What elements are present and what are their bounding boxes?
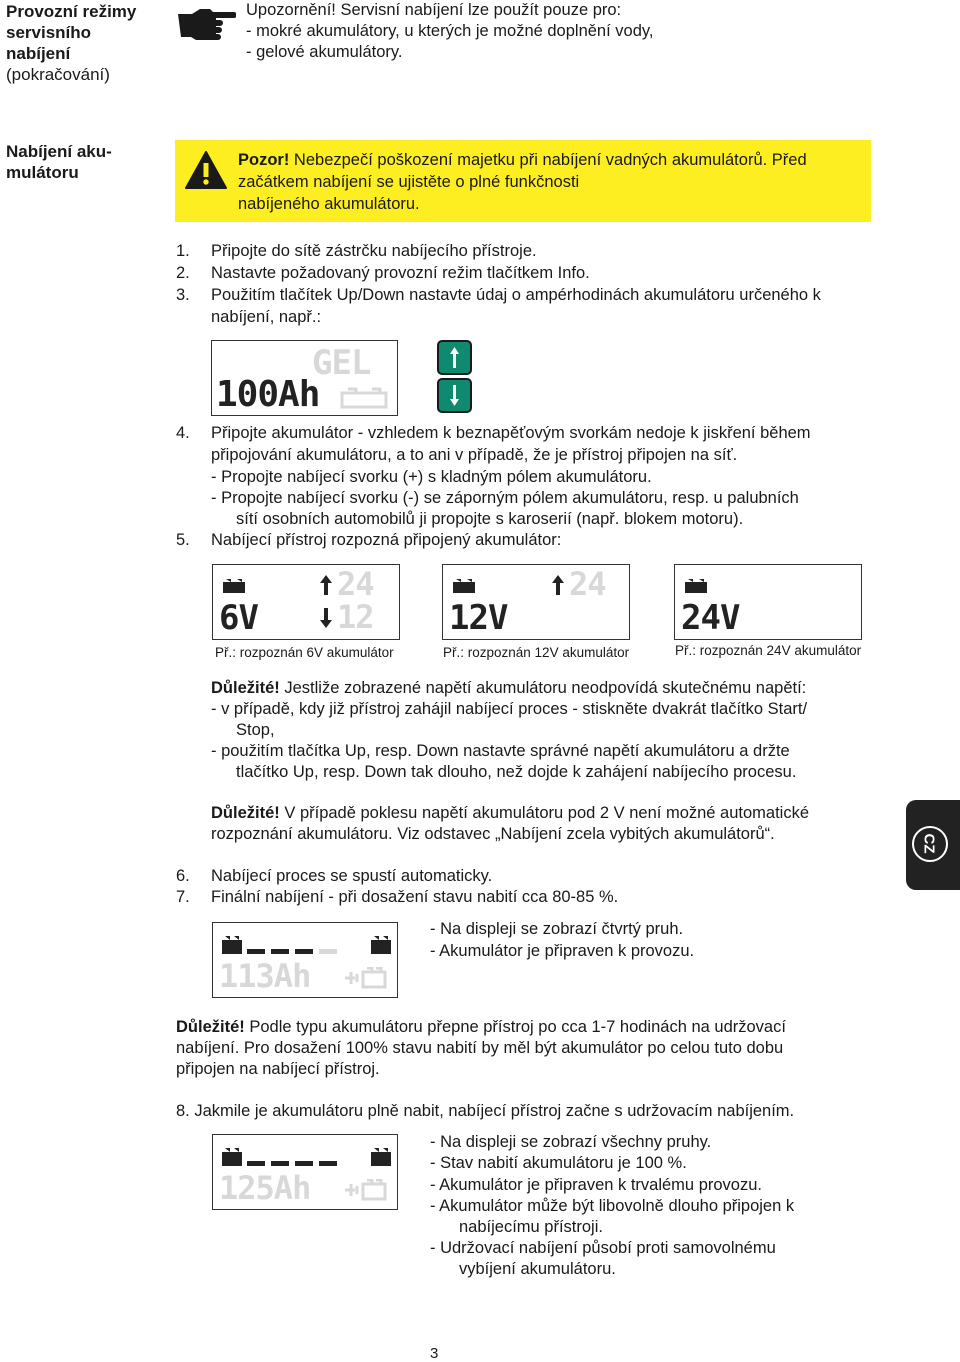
warning-line: začátkem nabíjení se ujistěte o plné funkčnosti (238, 173, 580, 191)
lcd-voltage-text: 6V (219, 598, 258, 638)
language-tab (906, 800, 960, 890)
caption-6v: Př.: rozpoznán 6V akumulátor (215, 645, 394, 660)
language-badge (912, 826, 948, 862)
plug-battery-icon (343, 967, 389, 994)
lcd-mode-text: GEL (312, 343, 371, 383)
lcd-voltage-text: 24V (681, 598, 740, 638)
section-heading-battery-charging (6, 141, 112, 183)
step-text: - Propojte nabíjecí svorku (-) se záporným pólem akumulátoru, resp. u palubních (211, 489, 799, 507)
step-text: Nabíjecí proces se spustí automaticky. (211, 867, 493, 885)
lcd-display-6v (212, 564, 400, 640)
heading-line: mulátoru (6, 163, 79, 182)
plug-battery-icon (343, 1179, 389, 1206)
lcd-top-value: 24 (569, 565, 606, 603)
lcd-value-text: 125Ah (219, 1169, 311, 1207)
heading-line: nabíjení (6, 44, 71, 63)
important-line (211, 678, 806, 700)
step-number: 7. (176, 888, 190, 906)
language-label: CZ (920, 833, 938, 854)
heading-line: servisního (6, 23, 92, 42)
lcd-display-24v (674, 564, 862, 640)
lcd-top-value: 24 (337, 565, 374, 603)
important-line: Stop, (236, 721, 275, 739)
battery-icon (684, 578, 708, 599)
heading-line: Provozní režimy (6, 2, 137, 21)
down-button[interactable] (437, 378, 472, 413)
important-text: Podle typu akumulátoru přepne přístroj po cca 1-7 hodinách na udržovací (244, 1018, 786, 1036)
warning-label: Pozor! (238, 151, 290, 169)
important-line: - v případě, kdy již přístroj zahájil nabíjecí proces - stiskněte dvakrát tlačítko Start/ (211, 700, 808, 718)
warning-line (238, 150, 807, 172)
arrow-down-icon (319, 607, 333, 634)
step-text: Nabíjecí přístroj rozpozná připojený akumulátor: (211, 531, 562, 549)
step-text: Použitím tlačítek Up/Down nastavte údaj o ampérhodinách akumulátoru určeného k (211, 286, 821, 304)
bullet-item: - Stav nabití akumulátoru je 100 %. (430, 1154, 687, 1172)
bullet-item: nabíjecímu přístroji. (459, 1218, 603, 1236)
arrow-up-icon (551, 574, 565, 601)
lcd-bottom-value: 12 (337, 598, 374, 636)
step-text: Finální nabíjení - při dosažení stavu nabití cca 80-85 %. (211, 888, 619, 906)
lcd-display-125ah (212, 1134, 398, 1210)
bullet-item: vybíjení akumulátoru. (459, 1260, 616, 1278)
step-number: 1. (176, 242, 190, 260)
step-number: 2. (176, 264, 190, 282)
step-number: 4. (176, 424, 190, 442)
lcd-value-text: 100Ah (216, 374, 320, 415)
important-label: Důležité! (176, 1018, 245, 1036)
bullet-item: - Akumulátor může být libovolně dlouho připojen k (430, 1197, 795, 1215)
important-line (211, 803, 809, 825)
step-text: připojování akumulátoru, a to ani v případě, že je přístroj připojen na síť. (211, 446, 738, 464)
bullet-item: - Na displeji se zobrazí čtvrtý pruh. (430, 920, 684, 938)
important-line: připojen na nabíjecí přístroj. (176, 1060, 380, 1078)
important-label: Důležité! (211, 804, 280, 822)
warning-text: Nebezpečí poškození majetku při nabíjení vadných akumulátorů. Před (289, 151, 807, 169)
warning-box (175, 140, 871, 222)
step-text: nabíjení, např.: (211, 308, 322, 326)
notice-line: - gelové akumulátory. (246, 43, 403, 61)
bullet-item: - Akumulátor je připraven k trvalému provozu. (430, 1176, 762, 1194)
step-text: - Propojte nabíjecí svorku (+) s kladným pólem akumulátoru. (211, 468, 652, 486)
notice-line: Upozornění! Servisní nabíjení lze použít pouze pro: (246, 1, 622, 19)
lcd-display-gel (211, 340, 398, 416)
important-text: Jestliže zobrazené napětí akumulátoru neodpovídá skutečnému napětí: (279, 679, 807, 697)
bullet-item: - Na displeji se zobrazí všechny pruhy. (430, 1133, 712, 1151)
battery-icon (222, 578, 246, 599)
step-text: Připojte do sítě zástrčku nabíjecího přístroje. (211, 242, 537, 260)
lcd-display-12v (442, 564, 630, 640)
up-button[interactable] (437, 340, 472, 375)
step-number: 6. (176, 867, 190, 885)
caption-24v: Př.: rozpoznán 24V akumulátor (675, 643, 862, 658)
pointing-hand-icon (176, 6, 236, 42)
important-line (176, 1017, 786, 1039)
important-line: tlačítko Up, resp. Down tak dlouho, než dojde k zahájení nabíjecího procesu. (236, 763, 797, 781)
battery-icon (452, 578, 476, 599)
heading-continuation: (pokračování) (6, 65, 110, 84)
important-line: rozpoznání akumulátoru. Viz odstavec „Nabíjení zcela vybitých akumulátorů“. (211, 825, 775, 843)
step-text: 8. Jakmile je akumulátoru plně nabit, nabíjecí přístroj začne s udržovacím nabíjením. (176, 1102, 795, 1120)
lcd-value-text: 113Ah (219, 957, 311, 995)
notice-line: - mokré akumulátory, u kterých je možné doplnění vody, (246, 22, 654, 40)
warning-line: nabíjeného akumulátoru. (238, 195, 420, 213)
step-number: 5. (176, 531, 190, 549)
step-number: 3. (176, 286, 190, 304)
important-line: nabíjení. Pro dosažení 100% stavu nabití by měl být akumulátor po celou tuto dobu (176, 1039, 784, 1057)
bullet-item: - Akumulátor je připraven k provozu. (430, 942, 695, 960)
lcd-voltage-text: 12V (449, 598, 508, 638)
caption-12v: Př.: rozpoznán 12V akumulátor (443, 645, 630, 660)
heading-line: Nabíjení aku- (6, 142, 112, 161)
section-heading-service-modes (6, 1, 136, 85)
battery-outline-icon (340, 387, 388, 414)
step-text: Nastavte požadovaný provozní režim tlačítkem Info. (211, 264, 590, 282)
bullet-item: - Udržovací nabíjení působí proti samovolnému (430, 1239, 776, 1257)
step-text: Připojte akumulátor - vzhledem k beznapěťovým svorkám nedoje k jiskření během (211, 424, 811, 442)
important-text: V případě poklesu napětí akumulátoru pod 2 V není možné automatické (279, 804, 810, 822)
important-line: - použitím tlačítka Up, resp. Down nastavte správné napětí akumulátoru a držte (211, 742, 790, 760)
warning-triangle-icon (184, 150, 228, 195)
page-number: 3 (430, 1345, 439, 1362)
important-label: Důležité! (211, 679, 280, 697)
lcd-display-113ah (212, 922, 398, 998)
step-text: sítí osobních automobilů ji propojte s karoserií (např. blokem motoru). (236, 510, 744, 528)
arrow-up-icon (319, 574, 333, 601)
